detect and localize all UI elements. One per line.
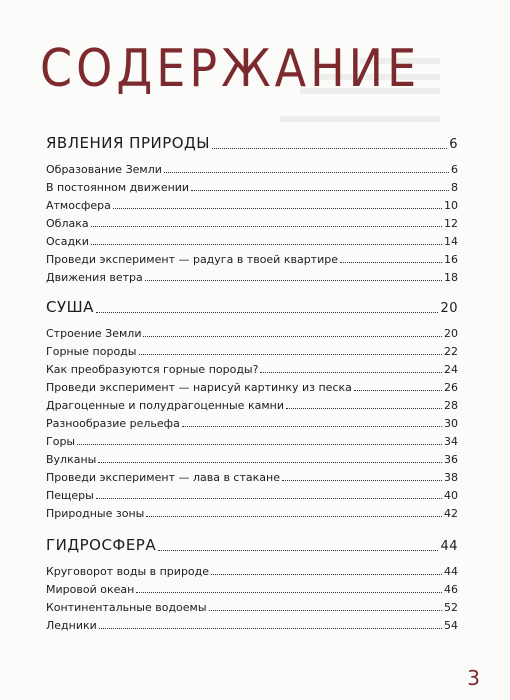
dot-leader (260, 372, 442, 373)
entry-label: Облака (46, 217, 89, 230)
entry-page: 38 (444, 471, 458, 484)
page-title: СОДЕРЖАНИЕ (40, 38, 421, 99)
dot-leader (136, 592, 442, 593)
toc-entry[interactable] (46, 176, 458, 194)
dot-leader (96, 498, 442, 499)
dot-leader (98, 462, 442, 463)
toc-entry[interactable] (46, 394, 458, 412)
entry-page: 22 (444, 345, 458, 358)
dot-leader (143, 336, 442, 337)
dot-leader (139, 354, 443, 355)
entry-page: 44 (444, 565, 458, 578)
section-heading-row[interactable] (46, 530, 458, 554)
dot-leader (182, 426, 442, 427)
toc-section-phenomena (46, 128, 458, 284)
dot-leader (209, 610, 442, 611)
entry-label: Круговорот воды в природе (46, 565, 210, 578)
entry-page: 46 (444, 583, 458, 596)
toc-entry[interactable] (46, 430, 458, 448)
entry-page: 36 (444, 453, 458, 466)
entry-label: Проведи эксперимент — нарисуй картинку из песка (46, 381, 352, 394)
entry-page: 42 (444, 507, 458, 520)
section-heading-row[interactable] (46, 292, 458, 316)
entry-page: 10 (444, 199, 458, 212)
dot-leader (99, 628, 442, 629)
dot-leader (146, 516, 442, 517)
section-heading-row[interactable] (46, 128, 458, 152)
entry-page: 52 (444, 601, 458, 614)
entry-label: Как преобразуются горные породы? (46, 363, 259, 376)
toc-entry[interactable] (46, 614, 458, 632)
dot-leader (286, 408, 442, 409)
entry-label: В постоянном движении (46, 181, 190, 194)
toc-section-land (46, 292, 458, 520)
toc-entry[interactable] (46, 230, 458, 248)
dot-leader (354, 390, 442, 391)
dot-leader (113, 208, 442, 209)
entry-label: Движения ветра (46, 271, 143, 284)
entry-label: Пещеры (46, 489, 94, 502)
bleed-through-mark (280, 116, 440, 122)
toc-entry[interactable] (46, 484, 458, 502)
dot-leader (211, 574, 442, 575)
entry-page: 12 (444, 217, 458, 230)
dot-leader (77, 444, 442, 445)
dot-leader (191, 190, 449, 191)
dot-leader (91, 226, 442, 227)
toc-entry[interactable] (46, 560, 458, 578)
entry-page: 34 (444, 435, 458, 448)
toc-entry[interactable] (46, 596, 458, 614)
entry-label: Образование Земли (46, 163, 162, 176)
page-number: 3 (467, 666, 480, 690)
entry-page: 24 (444, 363, 458, 376)
section-page-number: 44 (440, 539, 458, 554)
dot-leader (145, 280, 442, 281)
entry-page: 30 (444, 417, 458, 430)
entry-page: 16 (444, 253, 458, 266)
section-heading: ГИДРОСФЕРА (46, 536, 157, 554)
entry-page: 40 (444, 489, 458, 502)
entry-label: Проведи эксперимент — лава в стакане (46, 471, 280, 484)
entry-page: 6 (451, 163, 458, 176)
toc-entry[interactable] (46, 212, 458, 230)
toc-entry[interactable] (46, 158, 458, 176)
entry-label: Проведи эксперимент — радуга в твоей квартире (46, 253, 338, 266)
toc-entry[interactable] (46, 376, 458, 394)
toc-entry[interactable] (46, 266, 458, 284)
entry-label: Ледники (46, 619, 97, 632)
entry-label: Горные породы (46, 345, 137, 358)
section-page-number: 20 (440, 301, 458, 316)
entry-label: Мировой океан (46, 583, 135, 596)
entry-label: Осадки (46, 235, 89, 248)
entry-page: 18 (444, 271, 458, 284)
entry-label: Разнообразие рельефа (46, 417, 180, 430)
toc-entry[interactable] (46, 248, 458, 266)
entry-label: Атмосфера (46, 199, 111, 212)
entry-page: 54 (444, 619, 458, 632)
entry-page: 20 (444, 327, 458, 340)
toc-entry[interactable] (46, 578, 458, 596)
entry-label: Строение Земли (46, 327, 142, 340)
dot-leader (91, 244, 442, 245)
section-heading: СУША (46, 298, 94, 316)
entry-page: 28 (444, 399, 458, 412)
entry-page: 14 (444, 235, 458, 248)
toc-entry[interactable] (46, 194, 458, 212)
dot-leader (158, 550, 438, 551)
toc-entry[interactable] (46, 340, 458, 358)
entry-page: 26 (444, 381, 458, 394)
toc-entry[interactable] (46, 448, 458, 466)
entry-label: Континентальные водоемы (46, 601, 207, 614)
entry-label: Драгоценные и полудрагоценные камни (46, 399, 284, 412)
entry-label: Горы (46, 435, 76, 448)
toc-entry[interactable] (46, 322, 458, 340)
toc-entry[interactable] (46, 502, 458, 520)
entry-label: Вулканы (46, 453, 97, 466)
entry-page: 8 (451, 181, 458, 194)
dot-leader (282, 480, 442, 481)
dot-leader (340, 262, 442, 263)
entry-label: Природные зоны (46, 507, 145, 520)
toc-entry[interactable] (46, 412, 458, 430)
toc-entry[interactable] (46, 358, 458, 376)
dot-leader (212, 148, 447, 149)
dot-leader (164, 172, 449, 173)
dot-leader (96, 312, 439, 313)
toc-entry[interactable] (46, 466, 458, 484)
toc-section-hydrosphere (46, 530, 458, 632)
section-page-number: 6 (449, 137, 458, 152)
section-heading: ЯВЛЕНИЯ ПРИРОДЫ (46, 134, 211, 152)
